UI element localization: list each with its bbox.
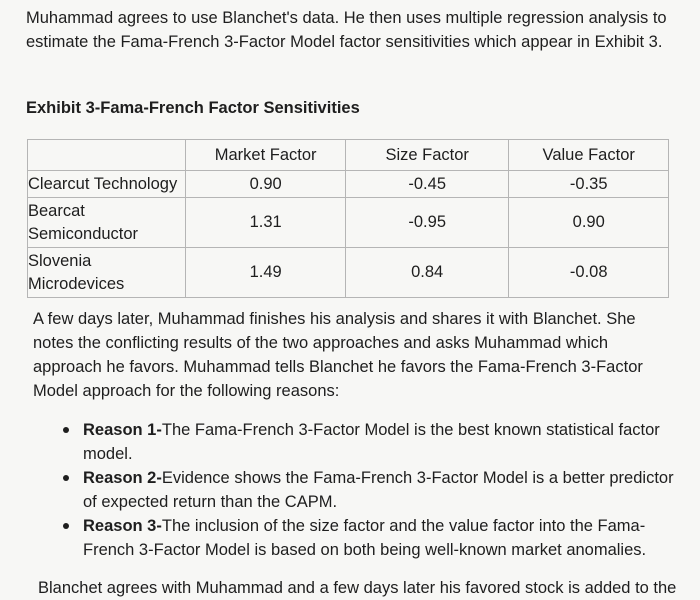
header-market-factor: Market Factor [186,140,346,171]
size-factor-value: -0.95 [345,198,508,248]
analysis-paragraph: A few days later, Muhammad finishes his analysis and shares it with Blanchet. She notes the conflicting results of the two approaches and asks Muhammad which approach he favors. Muhammad tells Blanchet he favors the Fama-French 3-Factor Model approach for the following reasons: [33,310,643,400]
closing-paragraph: Blanchet agrees with Muhammad and a few days later his favored stock is added to the [38,579,677,597]
row-name-line1: Bearcat [28,201,85,220]
list-item [60,466,675,514]
row-name: Clearcut Technology [28,171,186,198]
value-factor-value: -0.08 [509,248,669,298]
header-value-factor: Value Factor [509,140,669,171]
intro-paragraph: Muhammad agrees to use Blanchet's data. He then uses multiple regression analysis to estimate the Fama-French 3-Factor Model factor sensitivities which appear in Exhibit 3. [26,9,667,51]
market-factor-value: 0.90 [186,171,346,198]
market-factor-value: 1.31 [186,198,346,248]
reason-text: The inclusion of the size factor and the value factor into the Fama-French 3-Factor Model is based on both being well-known market anomalies. [83,517,647,559]
reasons-list [60,418,675,562]
size-factor-value: 0.84 [345,248,508,298]
header-blank-cell [28,140,186,171]
reason-label: Reason 3- [83,517,162,535]
list-item [60,514,675,562]
row-name-line2: Semiconductor [28,224,139,243]
table-row [28,171,669,198]
bullet-icon [63,475,69,481]
row-name [28,248,186,298]
table-row [28,198,669,248]
bullet-icon [63,523,69,529]
size-factor-value: -0.45 [345,171,508,198]
row-name [28,198,186,248]
market-factor-value: 1.49 [186,248,346,298]
exhibit-title: Exhibit 3-Fama-French Factor Sensitivities [26,99,360,117]
factor-sensitivities-table [27,139,669,298]
reason-label: Reason 2- [83,469,162,487]
value-factor-value: 0.90 [509,198,669,248]
header-size-factor: Size Factor [345,140,508,171]
row-name-line1: Slovenia [28,251,92,270]
list-item [60,418,675,466]
value-factor-value: -0.35 [509,171,669,198]
row-name-line2: Microdevices [28,274,125,293]
reason-text: Evidence shows the Fama-French 3-Factor Model is a better predictor of expected return than the CAPM. [83,469,674,511]
reason-label: Reason 1- [83,421,162,439]
reason-text: The Fama-French 3-Factor Model is the best known statistical factor model. [83,421,660,463]
table-header-row [28,140,669,171]
bullet-icon [63,427,69,433]
table-row [28,248,669,298]
